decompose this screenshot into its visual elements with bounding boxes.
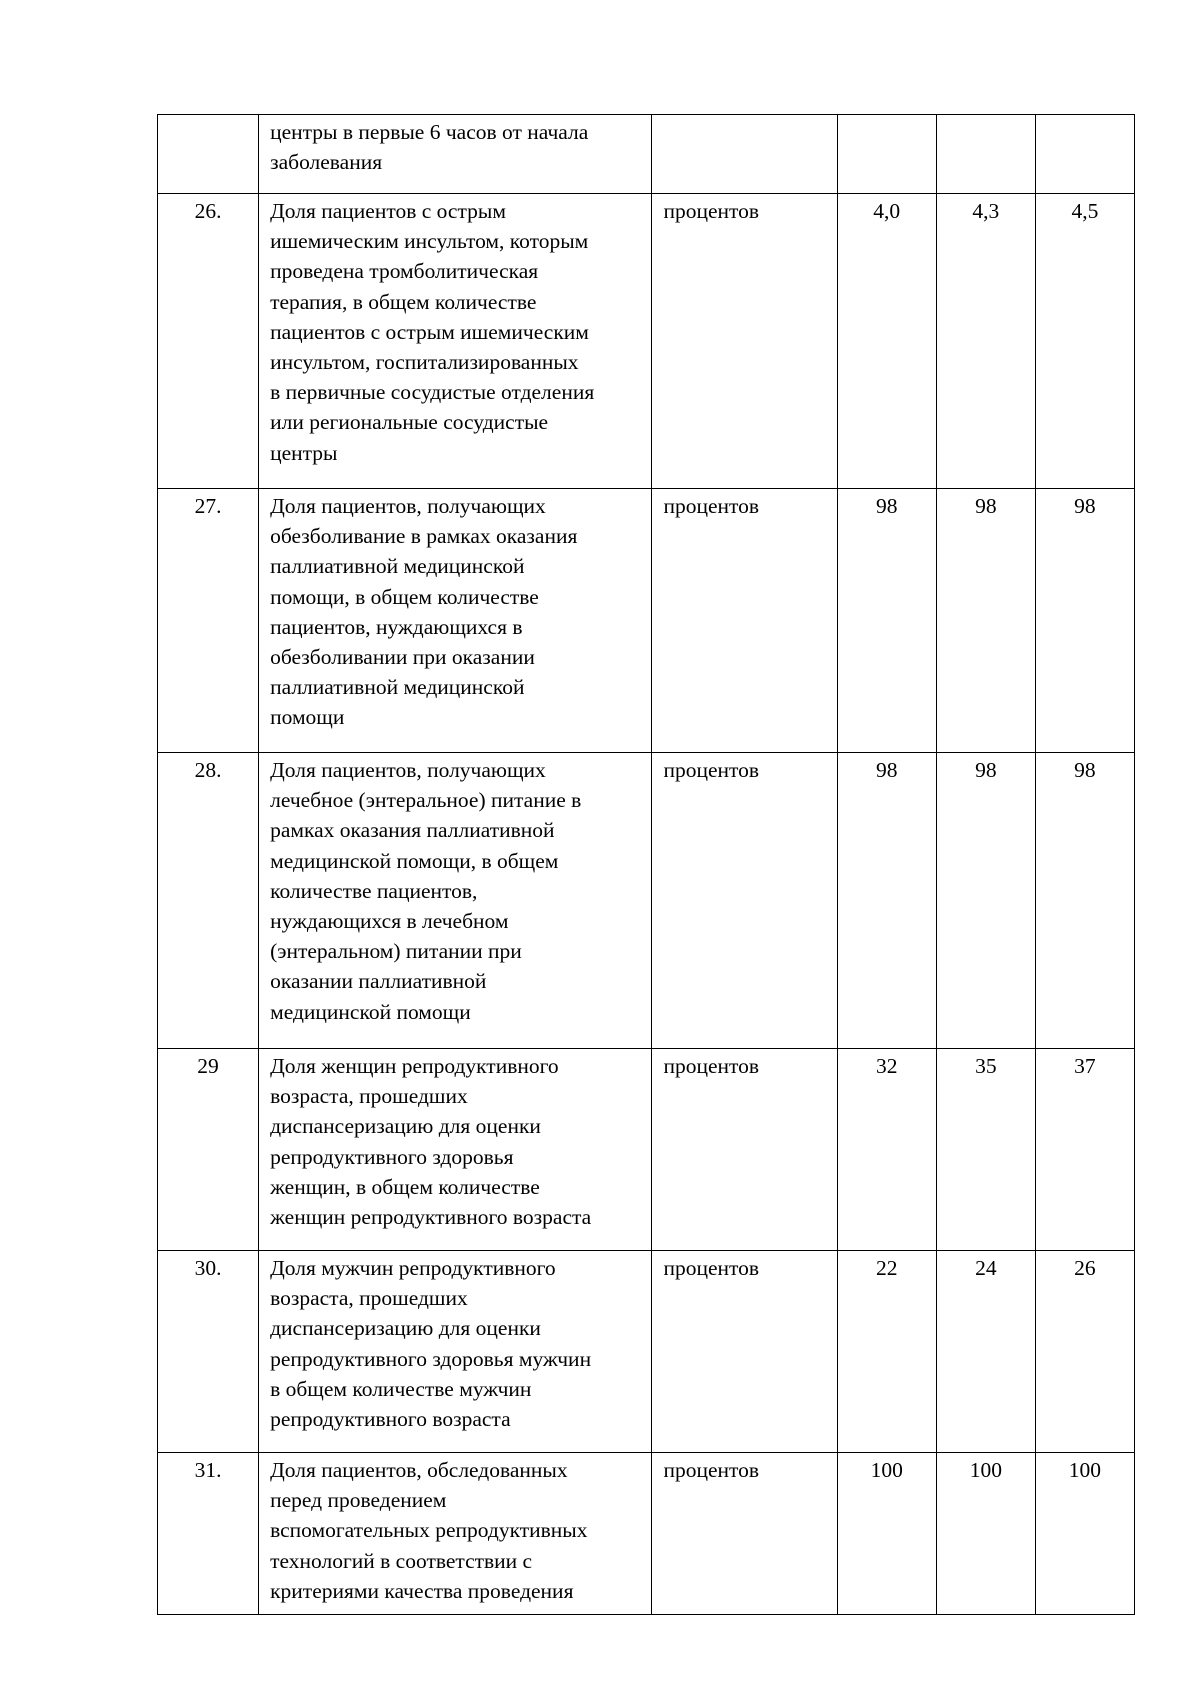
indicator-name-line: репродуктивного здоровья [270, 1144, 514, 1169]
value-cell-2: 100 [936, 1453, 1035, 1615]
row-number-cell: 28. [158, 753, 259, 1049]
indicator-name-line: пациентов с острым ишемическим [270, 319, 589, 344]
indicator-name-line: возраста, прошедших [270, 1286, 468, 1311]
table-row [158, 194, 1135, 489]
indicator-name-line: в общем количестве мужчин [270, 1376, 532, 1401]
indicator-name-line: в первичные сосудистые отделения [270, 380, 595, 405]
value-cell-3: 98 [1035, 753, 1134, 1049]
row-number-cell: 30. [158, 1251, 259, 1453]
indicator-name-line: проведена тромболитическая [270, 259, 539, 284]
indicator-name-line: вспомогательных репродуктивных [270, 1518, 588, 1543]
indicator-name-line: Доля пациентов, получающих [270, 758, 546, 782]
unit-cell: процентов [652, 1453, 837, 1615]
indicator-name-line: оказании паллиативной [270, 969, 487, 994]
value-cell-2: 98 [936, 489, 1035, 753]
table-row [158, 489, 1135, 753]
indicator-name-line: репродуктивного здоровья мужчин [270, 1346, 592, 1371]
unit-cell: процентов [652, 753, 837, 1049]
indicator-name-cell [259, 194, 652, 489]
table-row [158, 753, 1135, 1049]
value-cell-1: 22 [837, 1251, 936, 1453]
indicator-name-line: Доля пациентов, обследованных [270, 1458, 568, 1482]
row-number-cell: 27. [158, 489, 259, 753]
row-number-cell: 26. [158, 194, 259, 489]
indicator-name-line: ишемическим инсультом, которым [270, 229, 589, 254]
indicator-name-line: возраста, прошедших [270, 1084, 468, 1109]
indicator-name-cell [259, 1453, 652, 1615]
indicator-name-line: лечебное (энтеральное) питание в [270, 788, 582, 813]
unit-cell: процентов [652, 194, 837, 489]
indicator-name-line: помощи [270, 705, 345, 730]
indicator-name-cell [259, 753, 652, 1049]
indicator-name-cell [259, 1251, 652, 1453]
indicator-name-line: паллиативной медицинской [270, 675, 525, 700]
indicator-name-line: помощи, в общем количестве [270, 584, 539, 609]
indicator-name-line: диспансеризацию для оценки [270, 1316, 541, 1341]
indicators-table [157, 114, 1135, 1615]
indicator-name-line: инсультом, госпитализированных [270, 350, 579, 375]
value-cell-1 [837, 115, 936, 194]
indicator-name-line: центры в первые 6 часов от начала [270, 120, 589, 144]
row-number-cell: 29 [158, 1049, 259, 1251]
value-cell-3: 37 [1035, 1049, 1134, 1251]
value-cell-1: 100 [837, 1453, 936, 1615]
indicator-name-line: технологий в соответствии с [270, 1548, 533, 1573]
value-cell-3: 98 [1035, 489, 1134, 753]
indicator-name-line: центры [270, 440, 338, 465]
unit-cell: процентов [652, 1251, 837, 1453]
indicator-name-line: женщин репродуктивного возраста [270, 1205, 592, 1230]
indicator-name-line: заболевания [270, 150, 383, 175]
value-cell-3: 4,5 [1035, 194, 1134, 489]
value-cell-2: 24 [936, 1251, 1035, 1453]
value-cell-2 [936, 115, 1035, 194]
unit-cell: процентов [652, 489, 837, 753]
indicator-name-line: женщин, в общем количестве [270, 1174, 540, 1199]
indicator-name-line: диспансеризацию для оценки [270, 1114, 541, 1139]
value-cell-1: 4,0 [837, 194, 936, 489]
indicator-name-line: Доля пациентов с острым [270, 199, 506, 223]
indicator-name-line: Доля мужчин репродуктивного [270, 1256, 556, 1280]
indicator-name-line: перед проведением [270, 1488, 447, 1513]
value-cell-1: 98 [837, 489, 936, 753]
indicator-name-line: Доля пациентов, получающих [270, 494, 546, 518]
indicator-name-line: или региональные сосудистые [270, 410, 549, 435]
indicator-name-line: терапия, в общем количестве [270, 289, 537, 314]
table-row [158, 1049, 1135, 1251]
table-row [158, 115, 1135, 194]
value-cell-2: 35 [936, 1049, 1035, 1251]
value-cell-3 [1035, 115, 1134, 194]
indicator-name-cell [259, 115, 652, 194]
indicator-name-line: (энтеральном) питании при [270, 939, 522, 964]
indicator-name-line: паллиативной медицинской [270, 554, 525, 579]
table-row [158, 1251, 1135, 1453]
indicator-name-line: пациентов, нуждающихся в [270, 614, 523, 639]
value-cell-2: 98 [936, 753, 1035, 1049]
value-cell-1: 98 [837, 753, 936, 1049]
value-cell-2: 4,3 [936, 194, 1035, 489]
indicator-name-line: репродуктивного возраста [270, 1407, 511, 1432]
indicator-name-line: обезболивании при оказании [270, 645, 535, 670]
row-number-cell: 31. [158, 1453, 259, 1615]
indicator-name-line: рамках оказания паллиативной [270, 818, 555, 843]
value-cell-1: 32 [837, 1049, 936, 1251]
indicator-name-line: Доля женщин репродуктивного [270, 1054, 559, 1078]
indicators-table-body [158, 115, 1135, 1615]
indicator-name-line: медицинской помощи, в общем [270, 848, 559, 873]
value-cell-3: 26 [1035, 1251, 1134, 1453]
row-number-cell [158, 115, 259, 194]
indicator-name-cell [259, 1049, 652, 1251]
indicator-name-line: обезболивание в рамках оказания [270, 524, 578, 549]
indicator-name-line: медицинской помощи [270, 999, 471, 1024]
unit-cell [652, 115, 837, 194]
table-row [158, 1453, 1135, 1615]
unit-cell: процентов [652, 1049, 837, 1251]
value-cell-3: 100 [1035, 1453, 1134, 1615]
indicator-name-line: количестве пациентов, [270, 878, 478, 903]
indicator-name-line: нуждающихся в лечебном [270, 909, 509, 934]
indicator-name-cell [259, 489, 652, 753]
indicator-name-line: критериями качества проведения [270, 1578, 574, 1603]
